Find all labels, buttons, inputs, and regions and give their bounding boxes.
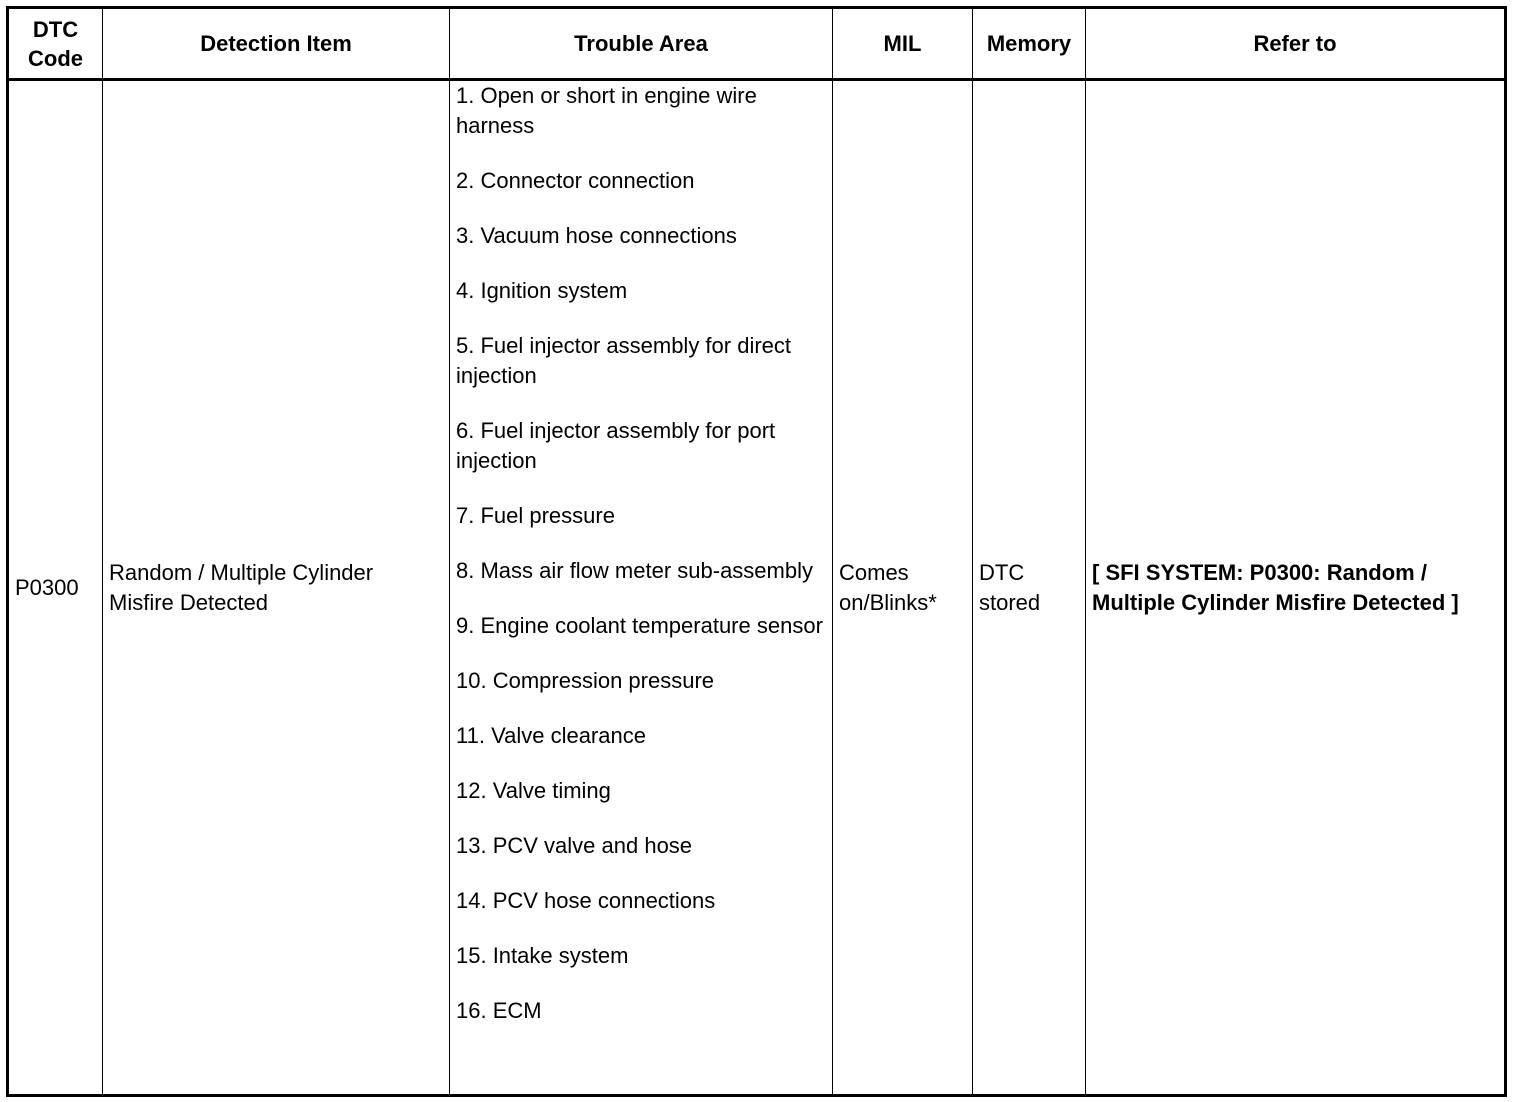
header-memory: Memory xyxy=(973,8,1086,80)
header-dtc-code xyxy=(8,8,103,80)
trouble-area-item: 16. ECM xyxy=(456,998,542,1023)
trouble-area-item: 4. Ignition system xyxy=(456,278,628,303)
trouble-area-item: 15. Intake system xyxy=(456,943,629,968)
trouble-area-item: 6. Fuel injector assembly for port injection xyxy=(456,418,776,473)
table-body xyxy=(8,80,1506,1096)
trouble-area-cell xyxy=(450,80,833,1096)
mil-cell: Comes on/Blinks* xyxy=(833,80,973,1096)
header-detection-item: Detection Item xyxy=(103,8,450,80)
trouble-area-item: 9. Engine coolant temperature sensor xyxy=(456,613,823,638)
header-mil: MIL xyxy=(833,8,973,80)
detection-item-cell: Random / Multiple Cylinder Misfire Detected xyxy=(103,80,450,1096)
memory-cell: DTC stored xyxy=(973,80,1086,1096)
header-dtc-code-line2: Code xyxy=(28,45,83,71)
trouble-area-item: 2. Connector connection xyxy=(456,168,695,193)
header-trouble-area: Trouble Area xyxy=(450,8,833,80)
trouble-area-item: 10. Compression pressure xyxy=(456,668,715,693)
trouble-area-item: 14. PCV hose connections xyxy=(456,888,716,913)
dtc-table xyxy=(6,6,1507,1097)
trouble-area-item: 7. Fuel pressure xyxy=(456,503,615,528)
trouble-area-item: 1. Open or short in engine wire harness xyxy=(456,83,757,138)
trouble-area-item: 12. Valve timing xyxy=(456,778,611,803)
trouble-area-item: 3. Vacuum hose connections xyxy=(456,223,737,248)
trouble-area-item: 13. PCV valve and hose xyxy=(456,833,693,858)
table-row xyxy=(8,80,1506,1096)
trouble-area-item: 5. Fuel injector assembly for direct injection xyxy=(456,333,792,388)
table-header xyxy=(8,8,1506,80)
header-refer-to: Refer to xyxy=(1086,8,1506,80)
refer-to-link[interactable]: [ SFI SYSTEM: P0300: Random / Multiple Cylinder Misfire Detected ] xyxy=(1086,80,1506,1096)
header-dtc-code-line1: DTC xyxy=(32,16,79,42)
header-row xyxy=(8,8,1506,80)
trouble-area-list xyxy=(456,81,826,1026)
trouble-area-item: 8. Mass air flow meter sub-assembly xyxy=(456,558,813,583)
trouble-area-item: 11. Valve clearance xyxy=(456,723,646,748)
dtc-code-cell: P0300 xyxy=(8,80,103,1096)
